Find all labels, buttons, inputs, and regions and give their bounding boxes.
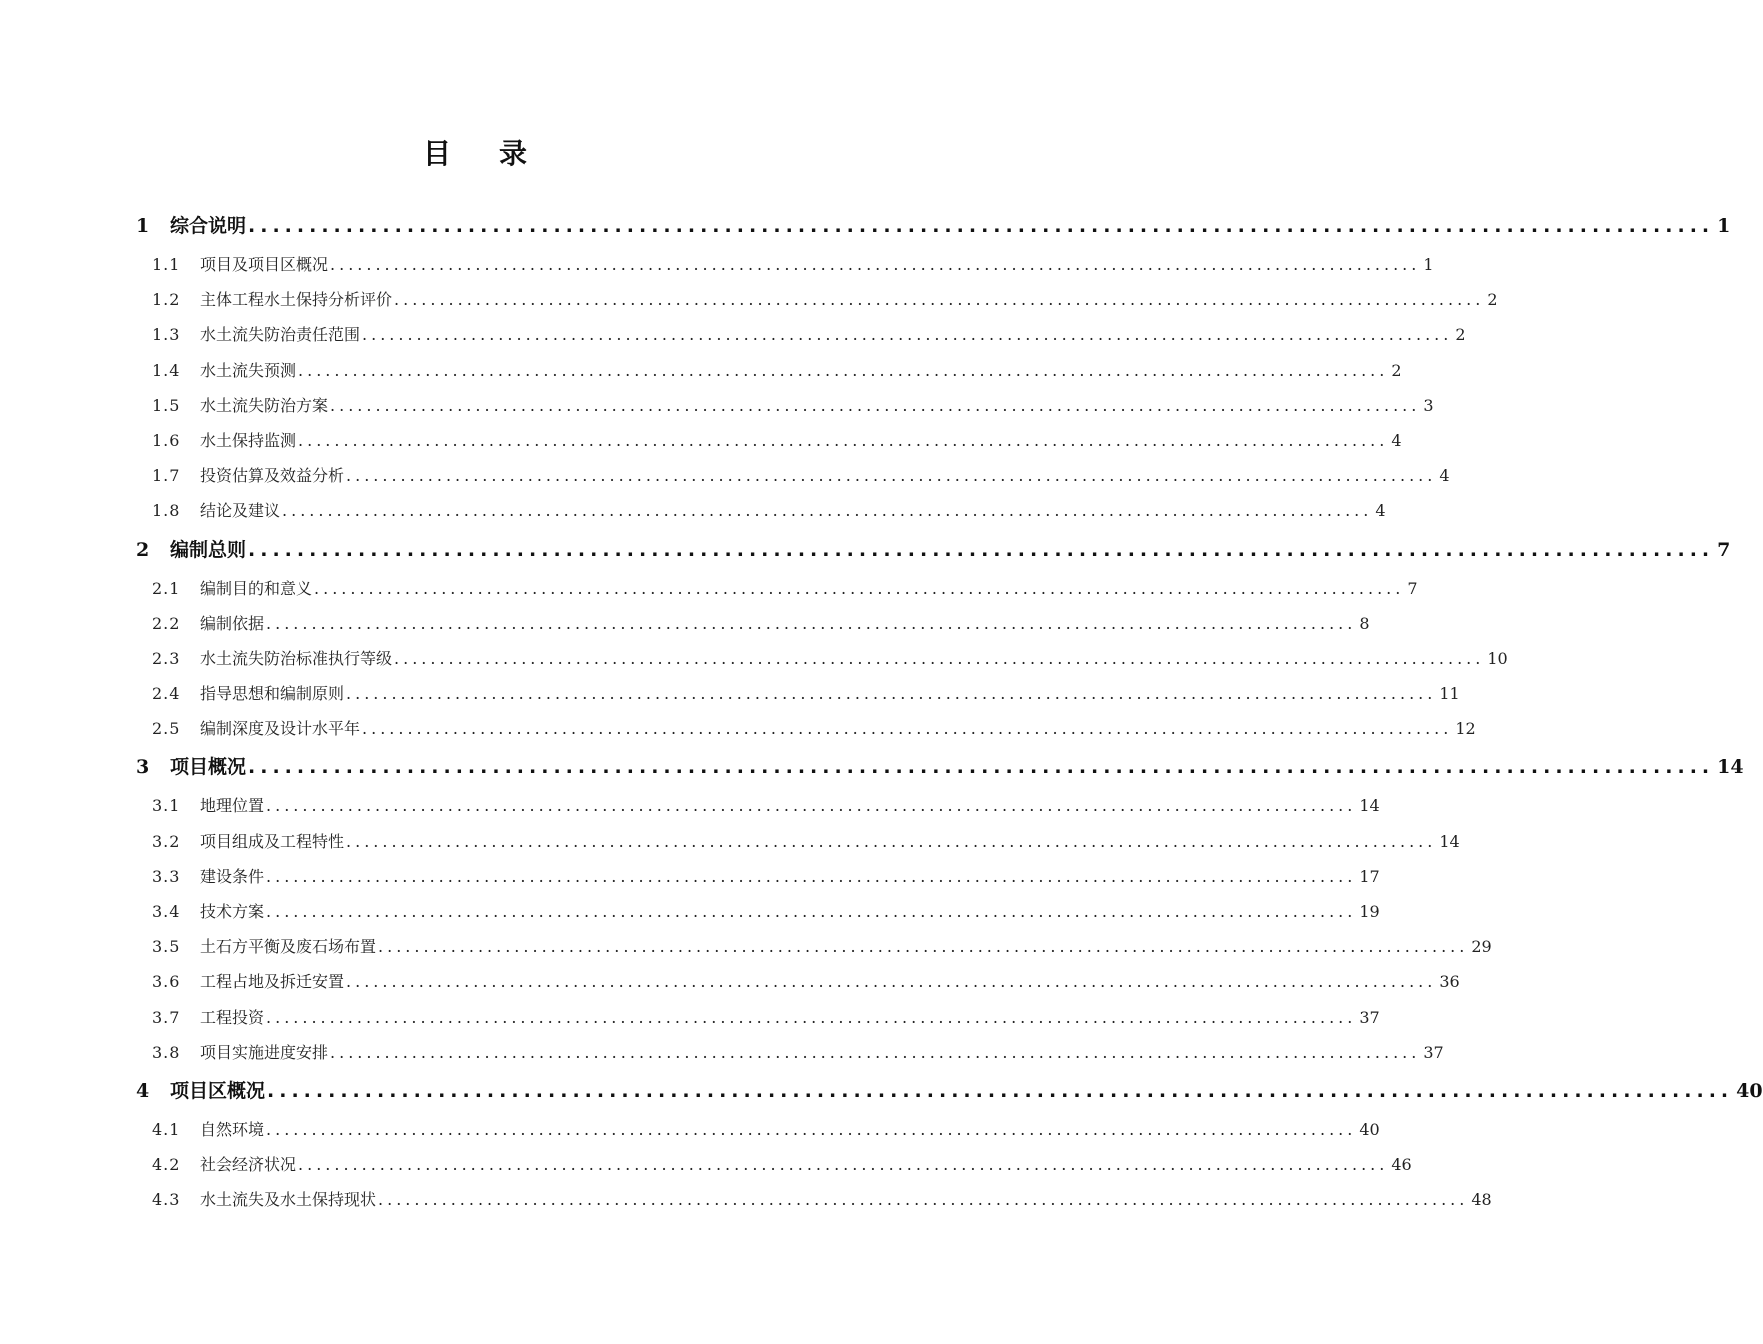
page-number: 10 bbox=[1487, 648, 1508, 668]
toc-section-entry[interactable] bbox=[136, 1000, 1380, 1035]
toc-section-entry[interactable] bbox=[136, 282, 1498, 317]
dot-leader: ........................................................................................................................ bbox=[394, 648, 1485, 668]
section-title: 建设条件 bbox=[200, 866, 265, 886]
section-number: 2.5 bbox=[152, 719, 181, 739]
section-title: 项目及项目区概况 bbox=[200, 255, 329, 274]
toc-section-entry[interactable] bbox=[136, 317, 1466, 352]
section-title: 工程占地及拆迁安置 bbox=[200, 972, 345, 992]
dot-leader: ........................................................................................................................ bbox=[282, 501, 1373, 521]
toc-section-entry[interactable] bbox=[136, 1035, 1444, 1070]
page-number: 14 bbox=[1359, 796, 1380, 816]
toc-section-entry[interactable] bbox=[136, 788, 1380, 823]
dot-leader: ........................................................................................................................ bbox=[330, 1042, 1421, 1062]
section-title: 结论及建议 bbox=[200, 501, 281, 521]
toc-section-entry[interactable] bbox=[136, 1112, 1380, 1147]
chapter-title: 项目区概况 bbox=[170, 1079, 266, 1102]
page-number: 37 bbox=[1359, 1007, 1380, 1027]
section-number: 3.1 bbox=[152, 796, 181, 816]
section-title: 土石方平衡及废石场布置 bbox=[200, 937, 377, 957]
dot-leader: ........................................................................................................................ bbox=[346, 972, 1437, 992]
dot-leader: ........................................................................................................................ bbox=[346, 831, 1437, 851]
dot-leader: ........................................................................................................................ bbox=[394, 290, 1485, 310]
toc-section-entry[interactable] bbox=[136, 458, 1450, 493]
page-number: 1 bbox=[1717, 215, 1731, 237]
section-title: 项目组成及工程特性 bbox=[200, 831, 345, 851]
page-number: 4 bbox=[1439, 466, 1450, 486]
page-number: 2 bbox=[1455, 325, 1466, 345]
page-number: 46 bbox=[1391, 1155, 1412, 1175]
section-title: 水土流失防治责任范围 bbox=[200, 325, 361, 345]
toc-section-entry[interactable] bbox=[136, 929, 1492, 964]
page-number: 29 bbox=[1471, 937, 1492, 957]
section-number: 2.4 bbox=[152, 684, 181, 704]
section-title: 水土保持监测 bbox=[200, 430, 297, 450]
page-number: 4 bbox=[1391, 430, 1402, 450]
page-number: 3 bbox=[1423, 395, 1434, 415]
dot-leader: ........................................................................................................................ bbox=[346, 466, 1437, 486]
dot-leader: ........................................................................................................................ bbox=[266, 902, 1357, 921]
page-number: 19 bbox=[1359, 902, 1380, 921]
title-char-1: 目 bbox=[422, 137, 451, 170]
dot-leader: ........................................................................................................................ bbox=[362, 719, 1453, 739]
dot-leader: ........................................................................................................................ bbox=[266, 866, 1357, 886]
toc-section-entry[interactable] bbox=[136, 606, 1370, 641]
section-number: 3.3 bbox=[152, 866, 181, 886]
section-number: 2.2 bbox=[152, 613, 181, 633]
toc-section-entry[interactable] bbox=[136, 571, 1418, 606]
section-title: 编制依据 bbox=[200, 613, 265, 633]
section-number: 1.8 bbox=[152, 501, 181, 521]
dot-leader: ........................................................................................................................ bbox=[378, 937, 1469, 957]
section-number: 2.3 bbox=[152, 648, 181, 668]
table-of-contents bbox=[136, 205, 1763, 1218]
page-number: 40 bbox=[1359, 1119, 1380, 1139]
chapter-number: 1 bbox=[136, 215, 150, 237]
page-number: 7 bbox=[1717, 538, 1731, 561]
dot-leader: ........................................................................................................................ bbox=[314, 578, 1405, 598]
dot-leader: ........................................................................................................................ bbox=[346, 684, 1437, 704]
dot-leader: ........................................................................................................................ bbox=[330, 255, 1421, 274]
chapter-number: 3 bbox=[136, 756, 150, 779]
section-number: 3.7 bbox=[152, 1007, 181, 1027]
page-number: 4 bbox=[1375, 501, 1386, 521]
title-char-2: 录 bbox=[499, 137, 528, 170]
page-number: 14 bbox=[1439, 831, 1460, 851]
section-title: 投资估算及效益分析 bbox=[200, 466, 345, 486]
section-title: 编制目的和意义 bbox=[200, 578, 313, 598]
toc-section-entry[interactable] bbox=[136, 247, 1434, 282]
dot-leader: ........................................................................................................................ bbox=[378, 1190, 1469, 1210]
section-title: 社会经济状况 bbox=[200, 1155, 297, 1175]
section-title: 水土流失防治方案 bbox=[200, 395, 329, 415]
page-number: 11 bbox=[1439, 684, 1460, 704]
page-number: 37 bbox=[1423, 1042, 1444, 1062]
page-number: 40 bbox=[1736, 1079, 1763, 1102]
section-title: 指导思想和编制原则 bbox=[200, 684, 345, 704]
toc-section-entry[interactable] bbox=[136, 894, 1380, 929]
dot-leader: ........................................................................................................................ bbox=[298, 430, 1389, 450]
toc-section-entry[interactable] bbox=[136, 824, 1460, 859]
section-title: 水土流失防治标准执行等级 bbox=[200, 648, 393, 668]
toc-section-entry[interactable] bbox=[136, 388, 1434, 423]
chapter-number: 4 bbox=[136, 1079, 150, 1102]
dot-leader: ........................................................................................................................ bbox=[362, 325, 1453, 345]
page-title bbox=[0, 134, 950, 174]
toc-chapter-entry[interactable] bbox=[136, 529, 1731, 571]
toc-section-entry[interactable] bbox=[136, 353, 1402, 388]
toc-section-entry[interactable] bbox=[136, 641, 1508, 676]
toc-chapter-entry[interactable] bbox=[136, 1070, 1763, 1112]
dot-leader: ........................................................................................................................ bbox=[266, 1119, 1357, 1139]
toc-section-entry[interactable] bbox=[136, 493, 1386, 528]
section-number: 3.8 bbox=[152, 1042, 181, 1062]
page-number: 17 bbox=[1359, 866, 1380, 886]
section-title: 水土流失及水土保持现状 bbox=[200, 1190, 377, 1210]
page-number: 36 bbox=[1439, 972, 1460, 992]
toc-section-entry[interactable] bbox=[136, 1147, 1412, 1182]
section-number: 4.2 bbox=[152, 1155, 181, 1175]
page-number: 12 bbox=[1455, 719, 1476, 739]
page-number: 48 bbox=[1471, 1190, 1492, 1210]
dot-leader: ........................................................................................................................ bbox=[266, 1007, 1357, 1027]
section-number: 1.1 bbox=[152, 255, 181, 274]
toc-section-entry[interactable] bbox=[136, 964, 1460, 999]
section-title: 项目实施进度安排 bbox=[200, 1042, 329, 1062]
page-number: 8 bbox=[1359, 613, 1370, 633]
section-number: 4.1 bbox=[152, 1119, 181, 1139]
page-number: 7 bbox=[1407, 578, 1418, 598]
section-number: 3.4 bbox=[152, 902, 181, 921]
dot-leader: ........................................................................................................................ bbox=[266, 796, 1357, 816]
section-title: 编制深度及设计水平年 bbox=[200, 719, 361, 739]
section-title: 水土流失预测 bbox=[200, 360, 297, 380]
chapter-title: 编制总则 bbox=[170, 538, 247, 561]
chapter-number: 2 bbox=[136, 538, 150, 561]
dot-leader: ........................................................................................................................ bbox=[248, 756, 1715, 779]
dot-leader: ........................................................................................................................ bbox=[330, 395, 1421, 415]
dot-leader: ........................................................................................................................ bbox=[298, 1155, 1389, 1175]
toc-section-entry[interactable] bbox=[136, 423, 1402, 458]
section-number: 1.6 bbox=[152, 430, 181, 450]
toc-section-entry[interactable] bbox=[136, 676, 1460, 711]
toc-chapter-entry[interactable] bbox=[136, 746, 1744, 788]
section-title: 自然环境 bbox=[200, 1119, 265, 1139]
chapter-title: 项目概况 bbox=[170, 756, 247, 779]
section-number: 1.3 bbox=[152, 325, 181, 345]
section-number: 1.2 bbox=[152, 290, 181, 310]
chapter-title: 综合说明 bbox=[170, 215, 247, 237]
section-number: 2.1 bbox=[152, 578, 181, 598]
section-number: 3.5 bbox=[152, 937, 181, 957]
dot-leader: ........................................................................................................................ bbox=[298, 360, 1389, 380]
toc-chapter-entry[interactable] bbox=[136, 205, 1731, 247]
page-number: 14 bbox=[1717, 756, 1744, 779]
toc-section-entry[interactable] bbox=[136, 711, 1476, 746]
toc-section-entry[interactable] bbox=[136, 1182, 1492, 1217]
dot-leader: ........................................................................................................................ bbox=[248, 215, 1715, 237]
section-number: 1.7 bbox=[152, 466, 181, 486]
section-title: 地理位置 bbox=[200, 796, 265, 816]
dot-leader: ........................................................................................................................ bbox=[267, 1079, 1734, 1102]
section-number: 3.2 bbox=[152, 831, 181, 851]
page-number: 2 bbox=[1487, 290, 1498, 310]
section-title: 技术方案 bbox=[200, 902, 265, 921]
section-number: 4.3 bbox=[152, 1190, 181, 1210]
section-number: 3.6 bbox=[152, 972, 181, 992]
toc-section-entry[interactable] bbox=[136, 859, 1380, 894]
dot-leader: ........................................................................................................................ bbox=[266, 613, 1357, 633]
page-number: 2 bbox=[1391, 360, 1402, 380]
section-number: 1.5 bbox=[152, 395, 181, 415]
section-title: 工程投资 bbox=[200, 1007, 265, 1027]
dot-leader: ........................................................................................................................ bbox=[248, 538, 1715, 561]
page-number: 1 bbox=[1423, 255, 1434, 274]
section-title: 主体工程水土保持分析评价 bbox=[200, 290, 393, 310]
section-number: 1.4 bbox=[152, 360, 181, 380]
